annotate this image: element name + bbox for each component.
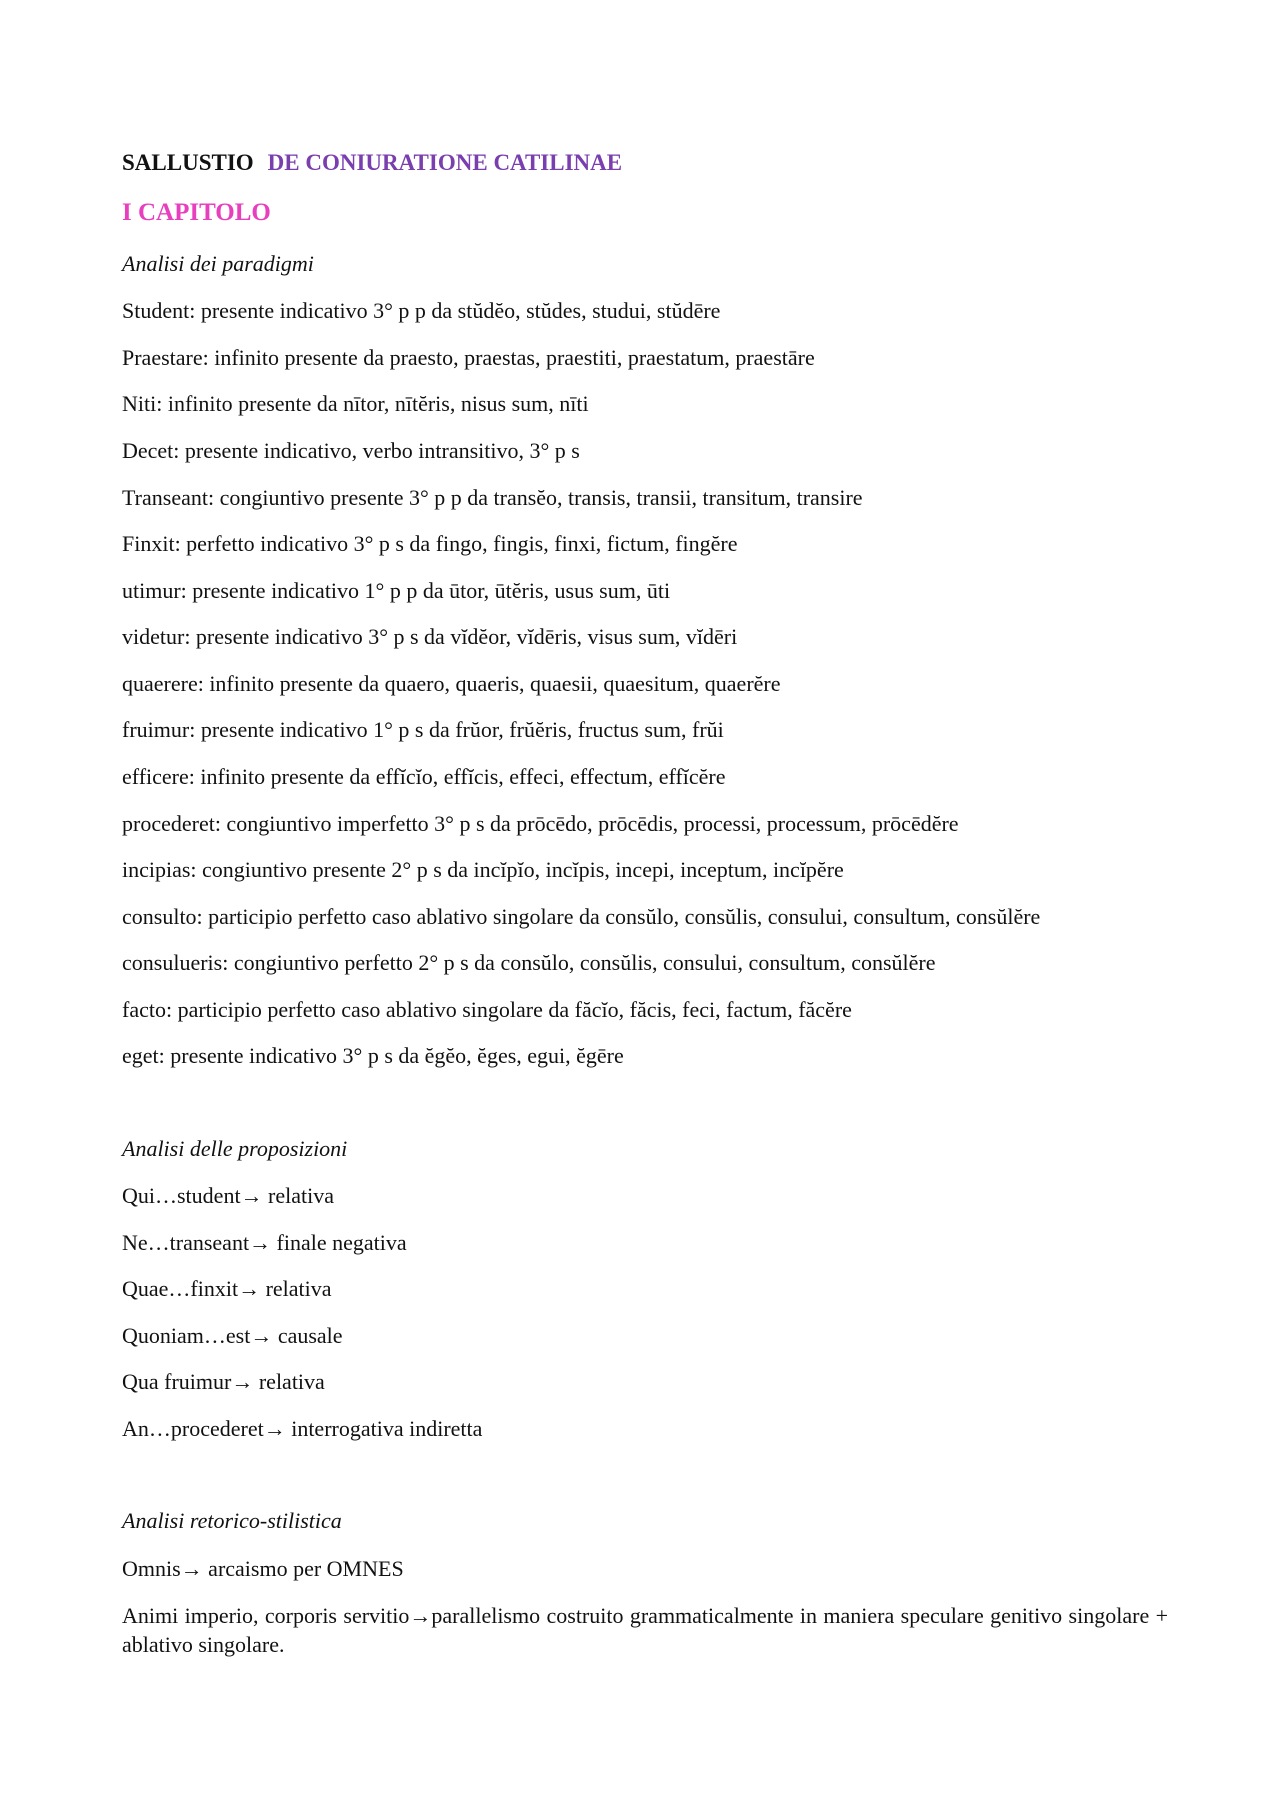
paradigm-line: consulueris: congiuntivo perfetto 2° p s da consŭlo, consŭlis, consului, consultum, consŭlĕre xyxy=(122,950,936,975)
paradigm-line: utimur: presente indicativo 1° p p da ūtor, ūtĕris, usus sum, ūti xyxy=(122,578,671,603)
paradigm-line: Decet: presente indicativo, verbo intransitivo, 3° p s xyxy=(122,438,580,463)
paradigm-line: Student: presente indicativo 3° p p da stŭdĕo, stŭdes, studui, stŭdēre xyxy=(122,298,721,323)
paradigm-line: quaerere: infinito presente da quaero, quaeris, quaesii, quaesitum, quaerĕre xyxy=(122,671,781,696)
clause-line: Ne…transeant→ finale negativa xyxy=(122,1230,407,1255)
clause-line: Quoniam…est→ causale xyxy=(122,1323,343,1348)
paradigm-line: procederet: congiuntivo imperfetto 3° p s da prōcēdo, prōcēdis, processi, processum, prōcēdĕre xyxy=(122,811,959,836)
rhetoric-line: Omnis→ arcaismo per OMNES xyxy=(122,1556,404,1581)
rhetoric-paragraph: Animi imperio, corporis servitio→parallelismo costruito grammaticalmente in maniera speculare genitivo singolare + ablativo singolare. xyxy=(122,1603,1168,1657)
clause-line: Quae…finxit→ relativa xyxy=(122,1276,332,1301)
paradigm-line: Transeant: congiuntivo presente 3° p p da transĕo, transis, transii, transitum, transire xyxy=(122,485,863,510)
paradigm-line: videtur: presente indicativo 3° p s da vĭdĕor, vĭdēris, visus sum, vĭdēri xyxy=(122,624,738,649)
chapter-heading: I CAPITOLO xyxy=(122,199,271,226)
paradigm-line: Niti: infinito presente da nītor, nītĕris, nisus sum, nīti xyxy=(122,391,589,416)
section-heading-paradigmi: Analisi dei paradigmi xyxy=(122,251,314,276)
author-name: SALLUSTIO xyxy=(122,150,254,175)
section-heading-retorica: Analisi retorico-stilistica xyxy=(122,1508,342,1533)
paradigm-line: incipias: congiuntivo presente 2° p s da incĭpĭo, incĭpis, incepi, inceptum, incĭpĕre xyxy=(122,857,844,882)
paradigm-line: Praestare: infinito presente da praesto, praestas, praestiti, praestatum, praestāre xyxy=(122,345,815,370)
section-heading-proposizioni: Analisi delle proposizioni xyxy=(122,1136,348,1161)
paradigm-line: fruimur: presente indicativo 1° p s da frŭor, frŭĕris, fructus sum, frŭi xyxy=(122,717,724,742)
work-title: DE CONIURATIONE CATILINAE xyxy=(267,150,623,175)
document-title xyxy=(122,150,622,176)
paradigm-line: facto: participio perfetto caso ablativo singolare da făcĭo, făcis, feci, factum, făcĕre xyxy=(122,997,852,1022)
paradigm-line: Finxit: perfetto indicativo 3° p s da fingo, fingis, finxi, fictum, fingĕre xyxy=(122,531,738,556)
clause-line: Qui…student→ relativa xyxy=(122,1183,335,1208)
paradigm-line: efficere: infinito presente da effĭcĭo, effĭcis, effeci, effectum, effĭcĕre xyxy=(122,764,726,789)
paradigm-line: consulto: participio perfetto caso ablativo singolare da consŭlo, consŭlis, consului, consultum, consŭlĕre xyxy=(122,904,1041,929)
paradigm-line: eget: presente indicativo 3° p s da ĕgĕo, ĕges, egui, ĕgēre xyxy=(122,1043,624,1068)
clause-line: An…procederet→ interrogativa indiretta xyxy=(122,1416,483,1441)
clause-line: Qua fruimur→ relativa xyxy=(122,1369,325,1394)
